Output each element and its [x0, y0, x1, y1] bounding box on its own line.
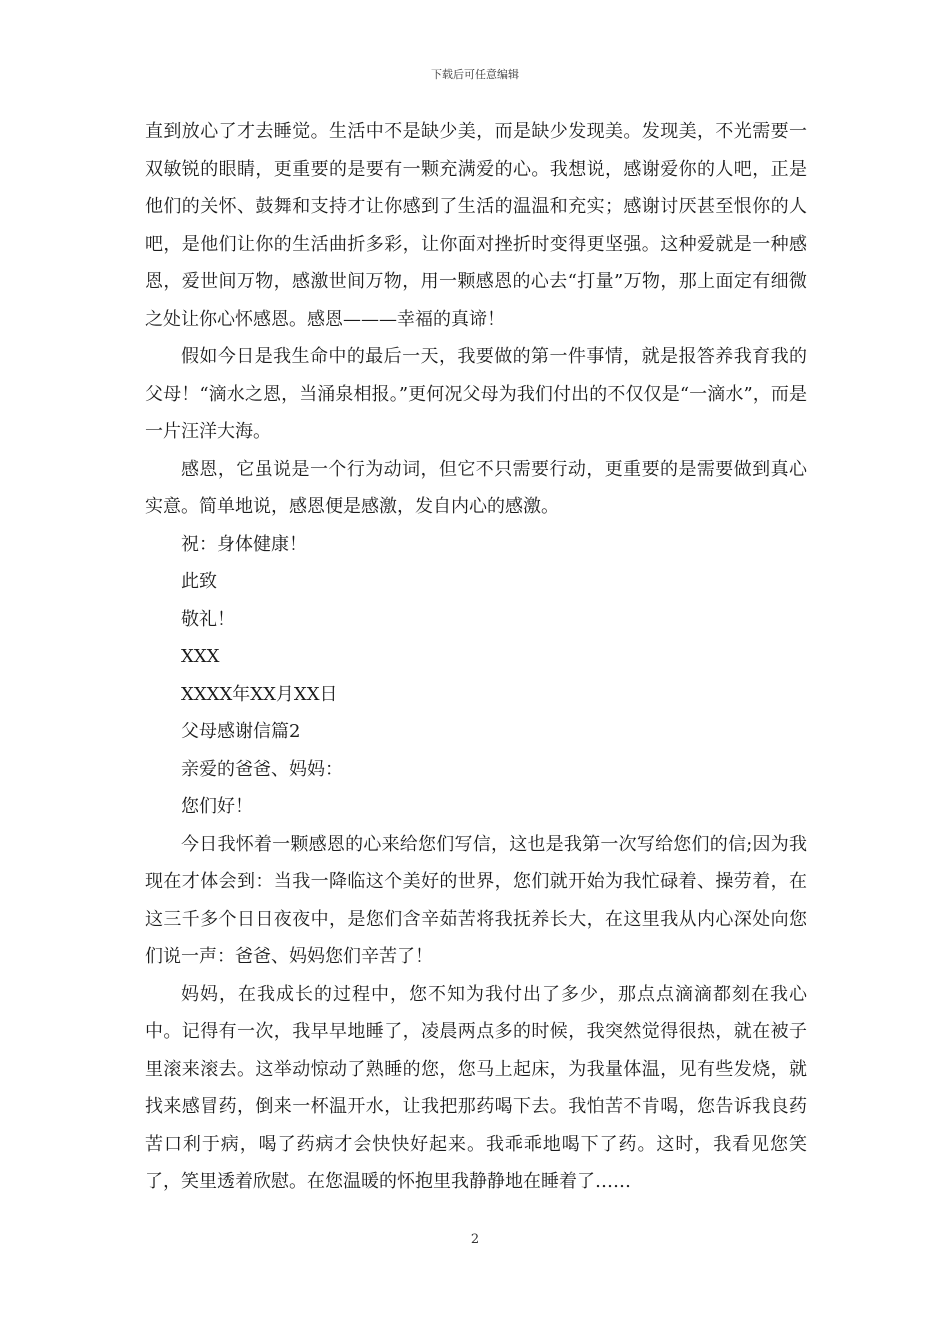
closing-salutation: 此致 — [181, 571, 217, 592]
paragraph: 今日我怀着一颗感恩的心来给您们写信，这也是我第一次写给您们的信;因为我现在才体会到：当我一降临这个美好的世界，您们就开始为我忙碌着、操劳着，在这三千多个日日夜夜中，是您们含辛茹苦将我抚养长大，在这里我从内心深处向您们说一声：爸爸、妈妈您们辛苦了！ — [145, 833, 807, 967]
closing-wish: 祝：身体健康！ — [181, 533, 307, 555]
letter-greeting: 亲爱的爸爸、妈妈： — [181, 758, 343, 780]
paragraph: 妈妈，在我成长的过程中，您不知为我付出了多少，那点点滴滴都刻在我心中。记得有一次，我早早地睡了，凌晨两点多的时候，我突然觉得很热，就在被子里滚来滚去。这举动惊动了熟睡的您，您马上起床，为我量体温，见有些发烧，就找来感冒药，倒来一杯温开水，让我把那药喝下去。我怕苦不肯喝，您告诉我良药苦口利于病，喝了药病才会快快好起来。我乖乖地喝下了药。这时，我看见您笑了，笑里透着欣慰。在您温暖的怀抱里我静静地在睡着了…… — [145, 983, 807, 1192]
closing-salute: 敬礼！ — [181, 608, 235, 630]
letter-hello: 您们好！ — [181, 796, 253, 817]
signature-date: XXXX年XX月XX日 — [181, 683, 338, 705]
page-header: 下载后可任意编辑 — [431, 68, 519, 81]
paragraph-continued: 直到放心了才去睡觉。生活中不是缺少美，而是缺少发现美。发现美，不光需要一双敏锐的眼睛，更重要的是要有一颗充满爱的心。我想说，感谢爱你的人吧，正是他们的关怀、鼓舞和支持才让你感到了生活的温温和充实；感谢讨厌甚至恨你的人吧，是他们让你的生活曲折多彩，让你面对挫折时变得更坚强。这种爱就是一种感恩，爱世间万物，感激世间万物，用一颗感恩的心去“打量”万物，那上面定有细微之处让你心怀感恩。感恩———幸福的真谛！ — [145, 121, 807, 330]
page-number: 2 — [470, 1232, 480, 1247]
section-title: 父母感谢信篇2 — [181, 721, 301, 742]
signature-name: XXX — [181, 646, 220, 667]
paragraph: 假如今日是我生命中的最后一天，我要做的第一件事情，就是报答养我育我的父母！“滴水之恩，当涌泉相报。”更何况父母为我们付出的不仅仅是“一滴水”，而是一片汪洋大海。 — [145, 346, 807, 442]
paragraph: 感恩，它虽说是一个行为动词，但它不只需要行动，更重要的是需要做到真心实意。简单地说，感恩便是感激，发自内心的感激。 — [145, 458, 807, 517]
document-body — [145, 113, 807, 1201]
